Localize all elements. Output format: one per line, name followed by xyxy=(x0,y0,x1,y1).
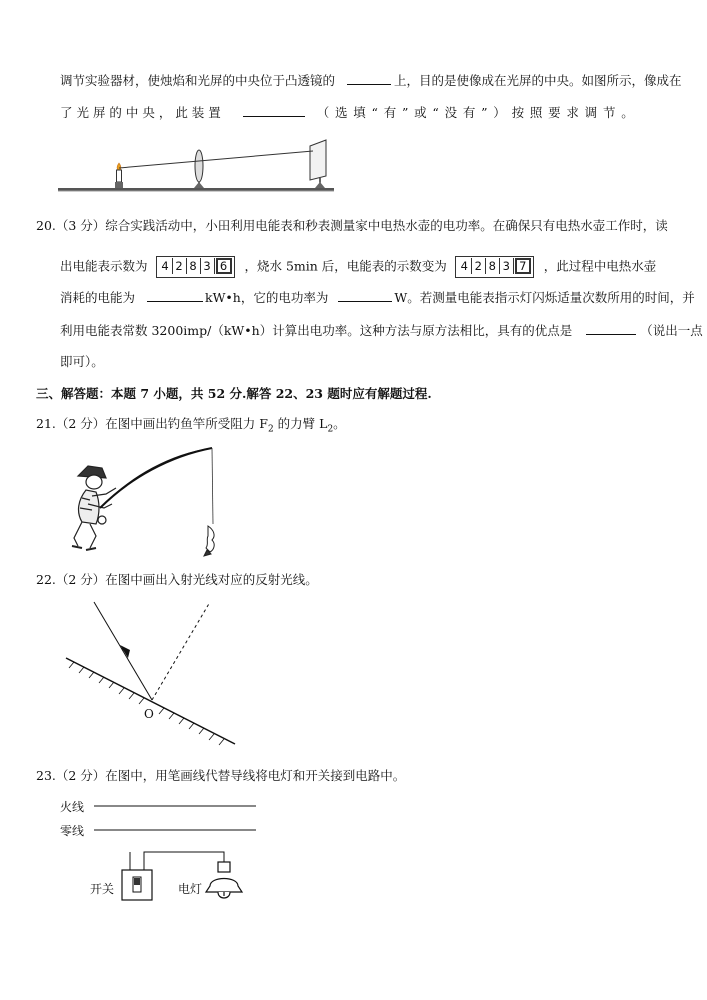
q21-text-b: 的力臂 L xyxy=(273,416,328,431)
q22-text: 22.（2 分）在图中画出入射光线对应的反射光线。 xyxy=(36,572,318,587)
optical-bench-figure xyxy=(58,132,343,202)
q20-line3 xyxy=(60,289,695,306)
q20-line2-text-a: 出电能表示数为 xyxy=(60,258,148,274)
section-3-title: 三、解答题：本题 7 小题，共 52 分.解答 22、23 题时应有解题过程. xyxy=(36,386,432,401)
meter1-digit: 6 xyxy=(216,258,232,274)
q20-line5: 即可）。 xyxy=(60,354,104,369)
q20-line3-text-c: W。若测量电能表指示灯闪烁适量次数所用的时间，并 xyxy=(394,290,695,305)
meter1-digit: 2 xyxy=(173,258,187,274)
q20-blank-advantage[interactable] xyxy=(586,322,636,335)
light-screen-icon xyxy=(310,140,326,188)
incident-ray xyxy=(94,602,152,700)
meter1-digit: 4 xyxy=(159,258,173,274)
meter1-digit: 3 xyxy=(201,258,215,274)
q23-text: 23.（2 分）在图中，用笔画线代替导线将电灯和开关接到电路中。 xyxy=(36,768,406,783)
q20-line1: 20.（3 分）综合实践活动中，小田利用电能表和秒表测量家中电热水壶的电功率。在确保只有电热水壶工作时，读 xyxy=(36,218,668,233)
reflection-figure xyxy=(60,596,240,746)
q19-blank-2[interactable] xyxy=(243,104,305,117)
neutral-wire-label: 零线 xyxy=(60,824,85,838)
q19-line2-text-b: （ 选 填 “ 有 ” 或 “ 没 有 ” ） 按 照 要 求 调 节 。 xyxy=(316,105,635,120)
q20-line2 xyxy=(60,256,656,278)
q20-line3-text-b: kW•h，它的电功率为 xyxy=(205,290,329,305)
normal-line xyxy=(152,602,210,700)
switch-label: 开关 xyxy=(90,882,115,896)
q19-line1 xyxy=(60,72,682,89)
lamp-label: 电灯 xyxy=(178,882,203,896)
meter2-digit: 7 xyxy=(515,258,531,274)
fisherman-icon xyxy=(72,466,116,550)
q20-line4-text-a: 利用电能表常数 3200imp/（kW•h）计算出电功率。这种方法与原方法相比，具有的优点是 xyxy=(60,323,573,338)
switch-icon xyxy=(122,870,152,900)
mirror-hatching xyxy=(69,662,224,745)
switch-lamp-wire xyxy=(130,852,224,870)
circuit-figure xyxy=(60,796,260,906)
fishing-rod xyxy=(100,448,212,508)
electric-meter-reading-2 xyxy=(455,256,534,278)
q20-line4 xyxy=(60,322,703,339)
meter2-digit: 8 xyxy=(486,258,500,274)
q20-line4-text-b: （说出一点 xyxy=(640,323,703,338)
axis-line xyxy=(119,151,313,168)
meter2-digit: 2 xyxy=(472,258,486,274)
point-o-label: O xyxy=(144,707,154,721)
electric-meter-reading-1 xyxy=(156,256,235,278)
meter2-digit: 4 xyxy=(458,258,472,274)
q20-line2-text-c: ，此过程中电热水壶 xyxy=(543,258,657,274)
q21-text xyxy=(36,416,346,438)
q20-line3-text-a: 消耗的电能为 xyxy=(60,290,136,305)
q19-line1-text-b: 上，目的是使像成在光屏的中央。如图所示，像成在 xyxy=(394,73,682,88)
q19-line1-text-a: 调节实验器材，使烛焰和光屏的中央位于凸透镜的 xyxy=(60,73,336,88)
meter1-digit: 8 xyxy=(187,258,201,274)
lamp-icon xyxy=(206,862,242,898)
candle-icon xyxy=(115,163,123,188)
q21-text-c: 。 xyxy=(333,416,346,431)
q20-blank-power[interactable] xyxy=(338,289,392,302)
q19-line2-text-a: 了 光 屏 的 中 央 ， 此 装 置 xyxy=(60,105,221,120)
q19-blank-1[interactable] xyxy=(347,72,391,85)
q19-line2 xyxy=(60,104,682,121)
q20-line2-text-b: ，烧水 5min 后，电能表的示数变为 xyxy=(244,258,447,274)
live-wire-label: 火线 xyxy=(60,800,85,814)
convex-lens-icon xyxy=(194,150,204,188)
fish-icon xyxy=(204,526,214,556)
fishing-line xyxy=(212,448,213,524)
q21-text-a: 21.（2 分）在图中画出钓鱼竿所受阻力 F xyxy=(36,416,268,431)
meter2-digit: 3 xyxy=(500,258,514,274)
mirror-line xyxy=(66,658,235,744)
q21-subscript-l2: 2 xyxy=(327,424,334,435)
q21-subscript-f2: 2 xyxy=(267,424,274,435)
q20-blank-energy[interactable] xyxy=(147,289,203,302)
fishing-rod-figure xyxy=(60,438,230,558)
